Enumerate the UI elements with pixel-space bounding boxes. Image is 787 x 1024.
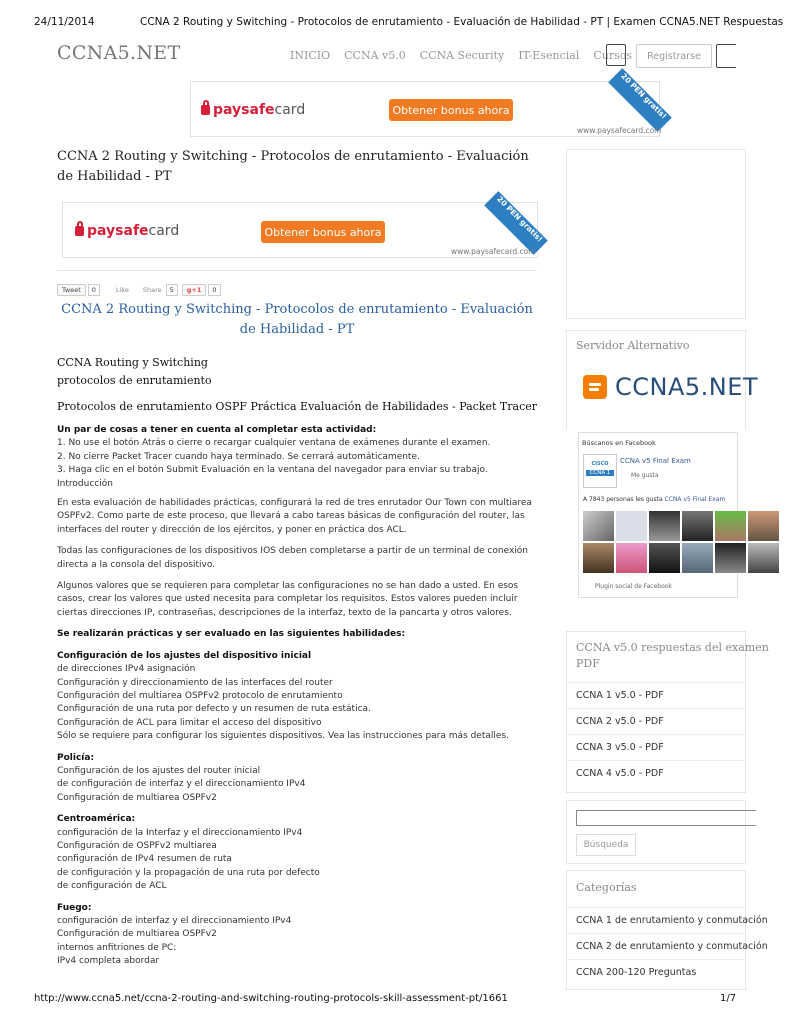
like-button[interactable]: Like [115, 286, 129, 294]
intro-line: Introducción [57, 478, 113, 489]
divider [57, 270, 537, 271]
share-button[interactable]: Share [142, 286, 162, 294]
avatar[interactable] [649, 543, 680, 573]
list-item: Configuración de OSPFv2 multiarea [57, 840, 217, 851]
list-item: Configuración de multiarea OSPFv2 [57, 929, 217, 940]
pdf-widget [566, 631, 769, 793]
lock-icon [75, 226, 84, 236]
list-item: IPv4 completa abordar [57, 956, 160, 967]
server-title: Servidor Alternativo [576, 339, 690, 352]
share-count: 5 [166, 284, 178, 296]
sidebar-empty-box [566, 149, 746, 319]
facebook-widget [578, 432, 738, 598]
avatar[interactable] [616, 543, 647, 573]
avatar[interactable] [682, 511, 713, 541]
gplus-count: 0 [208, 284, 220, 296]
paragraph: En esta evaluación de habilidades prácticas, configurará la red de tres enrutador Our Town con multiarea OSPFv2. Como parte de este proceso, que llevará a cabo tareas básicas de configuración del router, las interfaces del router y dirección de los ejércitos, y poner en práctica dos ACL. [57, 498, 532, 535]
social-bar [57, 284, 237, 296]
article-title: CCNA 2 Routing y Switching - Protocolos de enrutamiento - Evaluación de Habilidad - PT [57, 149, 529, 184]
login-button[interactable] [606, 44, 626, 66]
fb-avatars [583, 511, 779, 573]
article-title-blue: CCNA 2 Routing y Switching - Protocolos de enrutamiento - Evaluación de Habilidad - PT [61, 302, 533, 337]
ad-banner-top[interactable] [190, 71, 669, 137]
avatar[interactable] [715, 543, 746, 573]
skill-item: Sólo se requiere para configurar los siguientes dispositivos. Vea las instrucciones para más detalles. [57, 731, 509, 742]
pdf-list [567, 682, 745, 786]
paragraph: Algunos valores que se requieren para completar las configuraciones no se han dado a usted. En esos casos, crear los valores que usted necesita para completar los requisitos. Estos valores pueden incluir ciertas direcciones IP, contraseñas, descripciones de la interfaz, texto de la pancarta y otros valores. [57, 581, 519, 618]
category-link[interactable]: CCNA 1 de enrutamiento y conmutación [567, 907, 745, 933]
subtitle-1: CCNA Routing y Switching [57, 356, 208, 369]
list-item: configuración de IPv4 resumen de ruta [57, 854, 232, 865]
skills-bold-text: Se realizarán prácticas y ser evaluado en las siguientes habilidades: [57, 629, 406, 640]
fb-heading: Búscanos en Facebook [582, 439, 656, 447]
centro-head: Centroamérica: [57, 814, 136, 825]
server-widget [566, 330, 759, 430]
nav-inicio[interactable]: INICIO [290, 49, 331, 62]
skills-head: Configuración de los ajustes del dispositivo inicial [57, 650, 312, 661]
skill-item: de direcciones IPv4 asignación [57, 664, 196, 675]
avatar[interactable] [583, 511, 614, 541]
skill-item: Configuración de una ruta por defecto y un resumen de ruta estática. [57, 704, 371, 715]
centro-block [57, 813, 537, 893]
article-body [57, 424, 537, 975]
category-link[interactable]: CCNA 200-120 Preguntas [567, 959, 745, 985]
paragraph: Todas las configuraciones de los dispositivos IOS deben completarse a partir de un terminal de conexión directa a la consola del dispositivo. [57, 546, 529, 570]
tweet-button[interactable]: Tweet [57, 284, 86, 296]
pdf-link[interactable]: CCNA 1 v5.0 - PDF [567, 682, 745, 708]
avatar[interactable] [748, 543, 779, 573]
subtitle-2: protocolos de enrutamiento [57, 374, 212, 387]
list-item: configuración de interfaz y el direccionamiento IPv4 [57, 916, 292, 926]
server-logo[interactable]: CCNA5.NET [583, 373, 758, 401]
category-link[interactable]: CCNA 2 de enrutamiento y conmutación [567, 933, 745, 959]
print-footer-url: http://www.ccna5.net/ccna-2-routing-and-switching-routing-protocols-skill-assessment-pt/1661 [34, 993, 508, 1004]
ad-ribbon: 20 PEN gratis! [608, 68, 672, 132]
list-item: de configuración y la propagación de una ruta por defecto [57, 867, 320, 878]
intro-line: 3. Haga clic en el botón Submit Evaluación en la ventana del navegador para enviar su trabajo. [57, 465, 488, 476]
nav-cursos[interactable]: Cursos [593, 49, 633, 62]
ad-url: www.paysafecard.com [451, 247, 536, 256]
register-button[interactable]: Registrarse [636, 44, 712, 68]
fb-page-badge: CCNA 1 [586, 470, 614, 476]
nav-it-esencial[interactable]: IT-Esencial [518, 49, 580, 62]
main-nav [290, 49, 632, 62]
intro-line: 2. No cierre Packet Tracer cuando haya terminado. Se cerrará automáticamente. [57, 451, 420, 462]
ad-banner-article[interactable] [62, 194, 545, 258]
skills-block [57, 650, 537, 744]
categories-widget [566, 870, 768, 990]
categories-list [567, 907, 768, 985]
paysafecard-logo: paysafe card [201, 102, 305, 118]
print-date: 24/11/2014 [34, 16, 95, 28]
categories-title: Categorías [576, 881, 637, 894]
skills-bold [57, 628, 537, 641]
site-logo[interactable]: CCNA5.NET [57, 42, 181, 64]
avatar[interactable] [583, 543, 614, 573]
search-widget [566, 800, 746, 864]
policia-block [57, 752, 537, 806]
fb-page-logo[interactable] [583, 454, 617, 488]
fb-cisco-label: CISCO [591, 461, 609, 467]
search-button[interactable]: Búsqueda [576, 834, 636, 856]
skill-item: Configuración y direccionamiento de las interfaces del router [57, 677, 333, 688]
skill-item: Configuración de ACL para limitar el acceso del dispositivo [57, 717, 322, 728]
intro-line: 1. No use el botón Atrás o cierre o recargar cualquier ventana de exámenes durante el examen. [57, 438, 491, 449]
list-item: configuración de la Interfaz y el direccionamiento IPv4 [57, 827, 303, 838]
lock-icon [201, 105, 210, 115]
pdf-link[interactable]: CCNA 3 v5.0 - PDF [567, 734, 745, 760]
print-footer-page: 1/7 [720, 993, 737, 1004]
avatar[interactable] [649, 511, 680, 541]
nav-ccna-v5[interactable]: CCNA v5.0 [344, 49, 406, 62]
fuego-head: Fuego: [57, 902, 92, 913]
list-item: Configuración de los ajustes del router inicial [57, 765, 261, 776]
section-heading: Protocolos de enrutamiento OSPF Práctica Evaluación de Habilidades - Packet Tracer [57, 400, 537, 413]
pdf-link[interactable]: CCNA 4 v5.0 - PDF [567, 760, 745, 786]
fb-page-name[interactable]: CCNA v5 Final Exam [620, 457, 691, 465]
skill-item: Configuración del multiarea OSPFv2 protocolo de enrutamiento [57, 690, 343, 701]
policia-head: Policía: [57, 752, 95, 763]
list-item: de configuración de ACL [57, 881, 167, 892]
fb-like-count: A 7843 personas les gusta CCNA v5 Final Exam [583, 496, 726, 503]
tweet-count: 0 [88, 284, 100, 296]
fuego-block [57, 902, 537, 969]
list-item: de configuración de interfaz y el direccionamiento IPv4 [57, 779, 306, 790]
ad-ribbon: 20 PEN gratis! [484, 191, 548, 255]
nav-ccna-security[interactable]: CCNA Security [419, 49, 505, 62]
list-item: Configuración de multiarea OSPFv2 [57, 792, 217, 803]
gplus-button[interactable]: g+1 [182, 284, 207, 296]
ad-cta-button[interactable]: Obtener bonus ahora [389, 99, 513, 121]
search-input[interactable] [576, 810, 756, 826]
avatar[interactable] [748, 511, 779, 541]
list-item: internos anfitriones de PC: [57, 942, 177, 953]
intro-block [57, 424, 537, 491]
avatar[interactable] [715, 511, 746, 541]
fb-like-button[interactable]: Me gusta [631, 472, 659, 479]
fb-plugin-label: Plugin social de Facebook [595, 583, 672, 590]
pdf-title: CCNA v5.0 respuestas del examen PDF [576, 641, 769, 670]
avatar[interactable] [682, 543, 713, 573]
print-title: CCNA 2 Routing y Switching - Protocolos de enrutamiento - Evaluación de Habilidad - PT | Examen CCNA5.NET Respuestas [140, 16, 784, 28]
pdf-link[interactable]: CCNA 2 v5.0 - PDF [567, 708, 745, 734]
avatar[interactable] [616, 511, 647, 541]
menu-button[interactable] [716, 44, 736, 68]
paysafecard-logo: paysafe card [75, 223, 179, 239]
ad-url: www.paysafecard.com [577, 126, 662, 135]
ad-cta-button[interactable]: Obtener bonus ahora [261, 221, 385, 243]
intro-bold: Un par de cosas a tener en cuenta al completar esta actividad: [57, 425, 377, 435]
blogger-icon [583, 375, 607, 399]
